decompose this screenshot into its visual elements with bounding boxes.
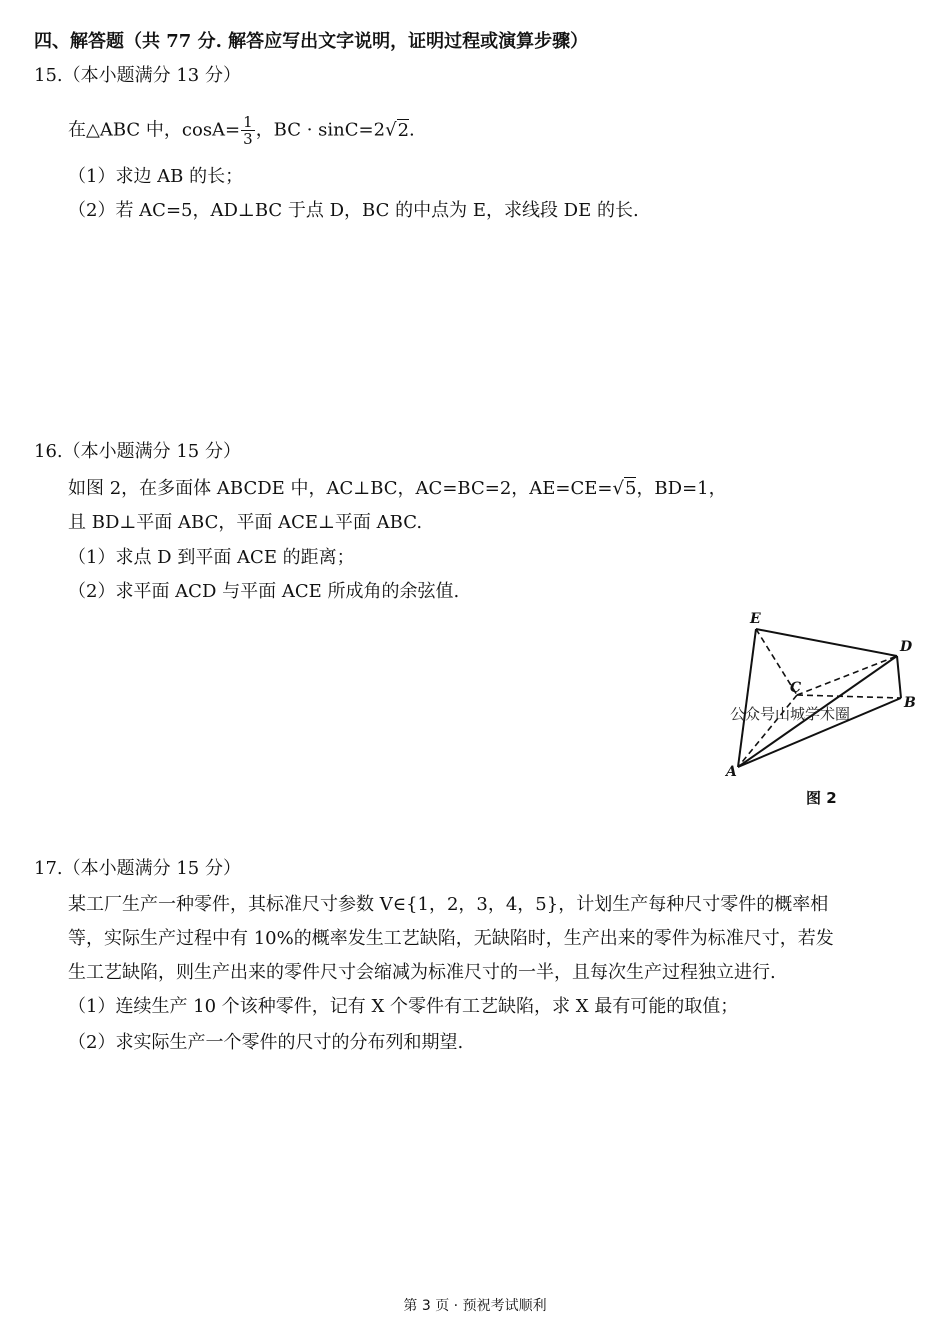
q15-sqrt-value: 2 — [397, 119, 410, 141]
hidden-edges — [738, 629, 901, 767]
q15-fraction — [241, 114, 255, 147]
q15-stem-end: . — [409, 119, 415, 141]
q17-part2: （2）求实际生产一个零件的尺寸的分布列和期望. — [68, 1032, 464, 1053]
q16-part1: （1）求点 D 到平面 ACE 的距离； — [68, 547, 355, 568]
q16-number: 16.（本小题满分 15 分） — [34, 441, 241, 462]
edge-EA — [738, 629, 756, 767]
q15-stem-prefix: 在△ABC 中，cosA= — [68, 119, 241, 141]
q16-line1-end: ，BD=1， — [636, 478, 727, 499]
vertex-label-A: A — [726, 764, 737, 780]
q15-stem-mid: ，BC · sinC=2 — [255, 119, 386, 141]
sqrt-symbol: √ — [385, 119, 397, 141]
q17-line1: 某工厂生产一种零件，其标准尺寸参数 V∈{1，2，3，4，5}，计划生产每种尺寸零件的概率相 — [68, 894, 829, 915]
q15-stem — [68, 114, 415, 147]
watermark-text: 公众号山城学术圈 — [730, 705, 851, 723]
vertex-label-E: E — [750, 611, 761, 627]
sqrt-symbol: √ — [612, 478, 624, 499]
edge-DB — [897, 656, 901, 698]
q15-number: 15.（本小题满分 13 分） — [34, 65, 241, 86]
edge-CB — [797, 695, 901, 698]
vertex-label-C: C — [790, 680, 802, 696]
q16-line2: 且 BD⊥平面 ABC，平面 ACE⊥平面 ABC. — [68, 512, 423, 533]
edge-CD — [797, 656, 897, 695]
q17-part1: （1）连续生产 10 个该种零件，记有 X 个零件有工艺缺陷，求 X 最有可能的取值； — [68, 996, 739, 1017]
q15-part2: （2）若 AC=5，AD⊥BC 于点 D，BC 的中点为 E，求线段 DE 的长. — [68, 200, 639, 221]
q15-part1: （1）求边 AB 的长； — [68, 166, 244, 187]
solid-edges — [738, 629, 901, 767]
vertex-label-B: B — [904, 695, 916, 711]
q16-part2: （2）求平面 ACD 与平面 ACE 所成角的余弦值. — [68, 581, 460, 602]
q17-number: 17.（本小题满分 15 分） — [34, 858, 241, 879]
q15-frac-den: 3 — [243, 130, 253, 148]
vertex-label-D: D — [900, 639, 913, 655]
figure-caption: 图 2 — [806, 789, 837, 807]
page-footer: 第 3 页 · 预祝考试顺利 — [403, 1298, 547, 1314]
q16-sqrt-value: 5 — [624, 478, 637, 499]
q17-line3: 生工艺缺陷，则生产出来的零件尺寸会缩减为标准尺寸的一半，且每次生产过程独立进行. — [68, 962, 776, 983]
q17-line2: 等，实际生产过程中有 10%的概率发生工艺缺陷，无缺陷时，生产出来的零件为标准尺寸，若发 — [68, 928, 834, 949]
q16-line1 — [68, 477, 727, 501]
section-title: 四、解答题（共 77 分. 解答应写出文字说明，证明过程或演算步骤） — [34, 31, 589, 52]
q16-line1-prefix: 如图 2，在多面体 ABCDE 中，AC⊥BC，AC=BC=2，AE=CE= — [68, 478, 613, 499]
edge-ED — [756, 629, 897, 656]
q15-frac-num: 1 — [243, 113, 253, 131]
